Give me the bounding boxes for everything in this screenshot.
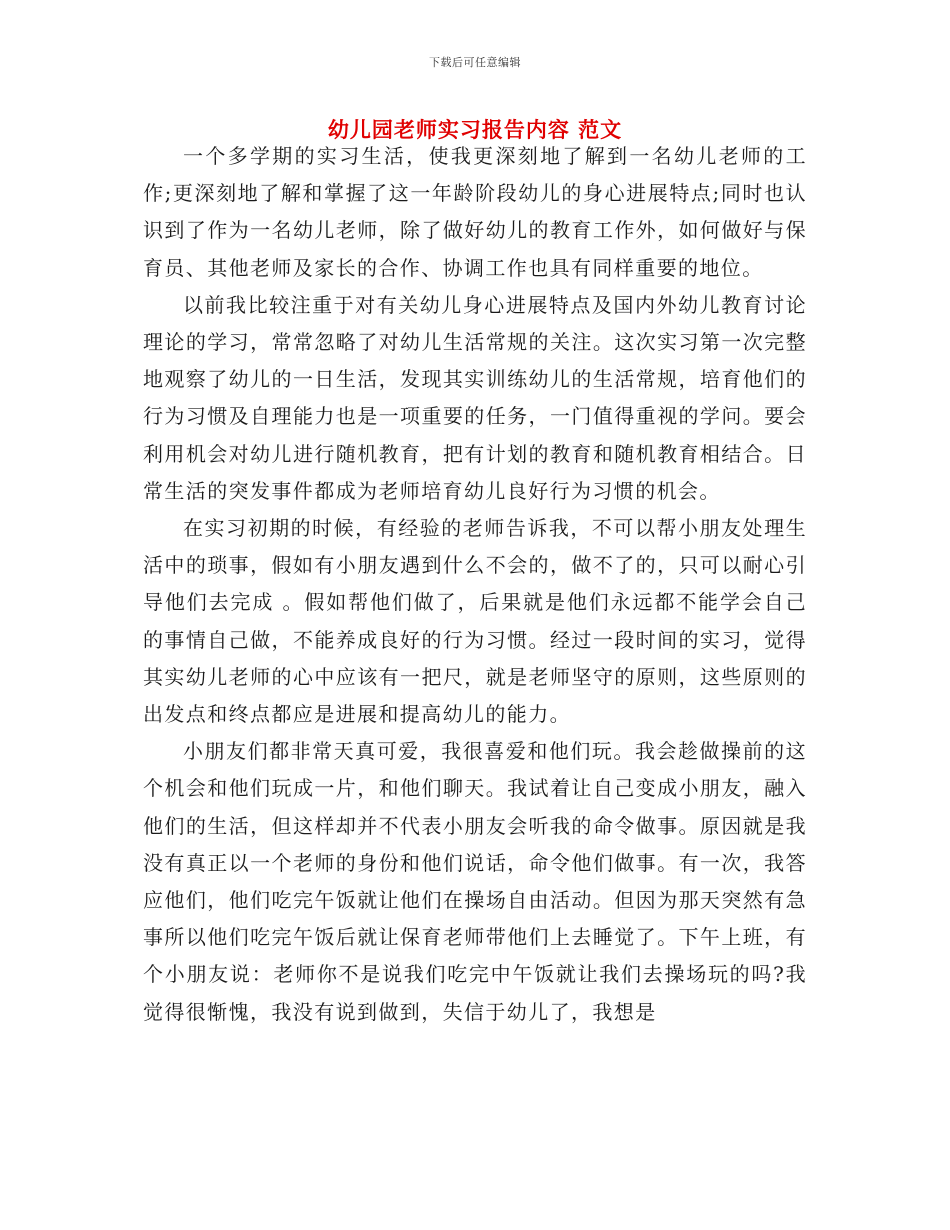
paragraph-2: 以前我比较注重于对有关幼儿身心进展特点及国内外幼儿教育讨论理论的学习，常常忽略了对幼儿生活常规的关注。这次实习第一次完整地观察了幼儿的一日生活，发现其实训练幼儿的生活常规，培育他们的行为习惯及自理能力也是一项重要的任务，一门值得重视的学问。要会利用机会对幼儿进行随机教育，把有计划的教育和随机教育相结合。日常生活的突发事件都成为老师培育幼儿良好行为习惯的机会。 bbox=[143, 292, 807, 503]
paragraph-1: 一个多学期的实习生活，使我更深刻地了解到一名幼儿老师的工作;更深刻地了解和掌握了这一年龄阶段幼儿的身心进展特点;同时也认识到了作为一名幼儿老师，除了做好幼儿的教育工作外，如何做好与保育员、其他老师及家长的合作、协调工作也具有同样重要的地位。 bbox=[143, 144, 807, 280]
paragraph-4: 小朋友们都非常天真可爱，我很喜爱和他们玩。我会趁做操前的这个机会和他们玩成一片，和他们聊天。我试着让自己变成小朋友，融入他们的生活，但这样却并不代表小朋友会听我的命令做事。原因就是我没有真正以一个老师的身份和他们说话，命令他们做事。有一次，我答应他们，他们吃完午饭就让他们在操场自由活动。但因为那天突然有急事所以他们吃完午饭后就让保育老师带他们上去睡觉了。下午上班，有个小朋友说：老师你不是说我们吃完中午饭就让我们去操场玩的吗?我觉得很惭愧，我没有说到做到，失信于幼儿了，我想是 bbox=[143, 739, 807, 1024]
document-title: 幼儿园老师实习报告内容 范文 bbox=[327, 117, 623, 142]
header-note: 下载后可任意编辑 bbox=[429, 56, 521, 69]
document-body bbox=[143, 138, 807, 1031]
paragraph-3: 在实习初期的时候，有经验的老师告诉我，不可以帮小朋友处理生活中的琐事，假如有小朋友遇到什么不会的，做不了的，只可以耐心引导他们去完成 。假如帮他们做了，后果就是他们永远都不能学会自己的事情自己做，不能养成良好的行为习惯。经过一段时间的实习，觉得其实幼儿老师的心中应该有一把尺，就是老师坚守的原则，这些原则的出发点和终点都应是进展和提高幼儿的能力。 bbox=[143, 516, 807, 727]
